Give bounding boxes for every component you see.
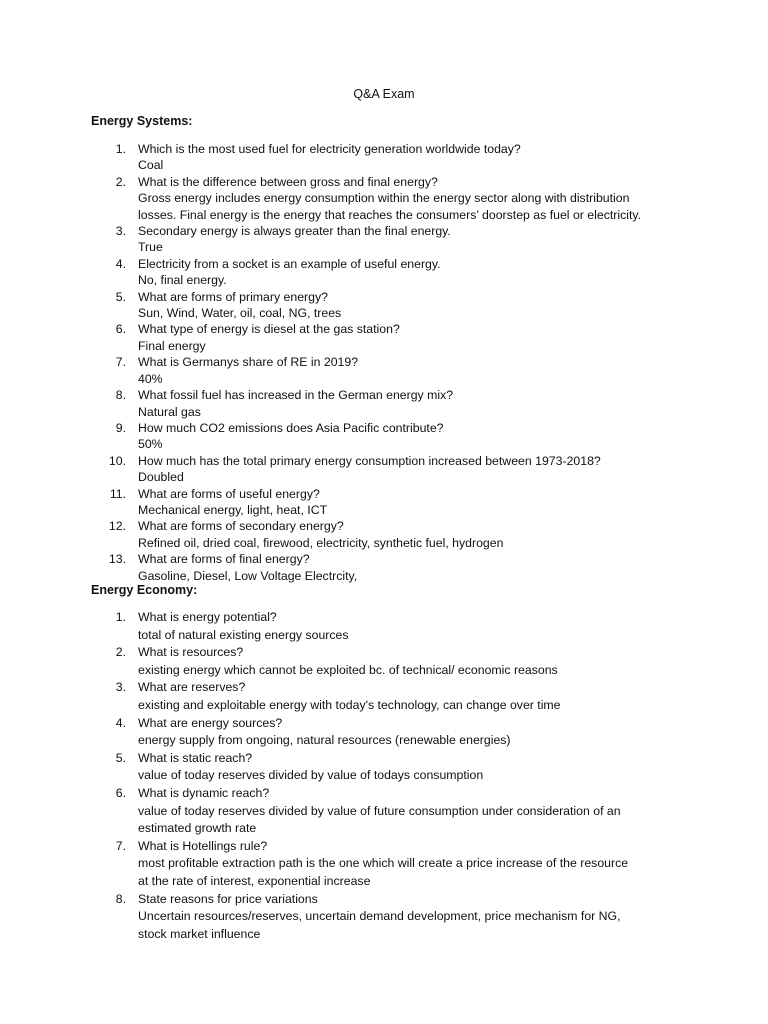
question-text: State reasons for price variations bbox=[138, 891, 318, 906]
question-text: What is Germanys share of RE in 2019? bbox=[138, 355, 359, 370]
answer-text: Sun, Wind, Water, oil, coal, NG, trees bbox=[138, 306, 342, 321]
answer-text: existing energy which cannot be exploited bc. of technical/ economic reasons bbox=[138, 662, 558, 677]
answer-text: value of today reserves divided by value of future consumption under consideration of an bbox=[138, 803, 621, 818]
question-text: What are energy sources? bbox=[138, 715, 283, 730]
question-text: What are forms of secondary energy? bbox=[138, 519, 344, 534]
answer-text: True bbox=[138, 240, 163, 255]
question-text: Electricity from a socket is an example of useful energy. bbox=[138, 256, 441, 271]
question-item bbox=[91, 420, 691, 453]
answer-text: value of today reserves divided by value of todays consumption bbox=[138, 768, 484, 783]
question-text: Secondary energy is always greater than the final energy. bbox=[138, 224, 451, 239]
answer-text: 40% bbox=[138, 371, 163, 386]
question-number: 13. bbox=[108, 552, 126, 567]
question-text: What are forms of useful energy? bbox=[138, 486, 320, 501]
answer-text: existing and exploitable energy with today's technology, can change over time bbox=[138, 697, 561, 712]
question-item bbox=[91, 354, 691, 387]
question-item bbox=[91, 453, 691, 486]
answer-text: at the rate of interest, exponential increase bbox=[138, 873, 371, 888]
question-number: 8. bbox=[115, 388, 126, 403]
question-item bbox=[91, 486, 691, 519]
question-text: How much CO2 emissions does Asia Pacific contribute? bbox=[138, 420, 444, 435]
question-item bbox=[91, 321, 691, 354]
question-text: What is resources? bbox=[138, 645, 244, 660]
answer-text: Refined oil, dried coal, firewood, electricity, synthetic fuel, hydrogen bbox=[138, 535, 504, 550]
answer-text: Gasoline, Diesel, Low Voltage Electrcity, bbox=[138, 568, 358, 583]
question-item bbox=[91, 289, 691, 322]
answer-text: No, final energy. bbox=[138, 273, 227, 288]
question-number: 12. bbox=[108, 519, 126, 534]
question-item bbox=[91, 387, 691, 420]
question-number: 9. bbox=[115, 420, 126, 435]
question-number: 4. bbox=[115, 256, 126, 271]
answer-text: Natural gas bbox=[138, 404, 201, 419]
question-number: 4. bbox=[115, 715, 126, 730]
answer-text: Uncertain resources/reserves, uncertain demand development, price mechanism for NG, bbox=[138, 909, 621, 924]
question-item bbox=[91, 256, 691, 289]
energy-systems-question-list bbox=[91, 141, 691, 584]
question-item bbox=[91, 715, 691, 750]
answer-text: Final energy bbox=[138, 338, 206, 353]
answer-text: energy supply from ongoing, natural resources (renewable energies) bbox=[138, 733, 511, 748]
question-text: How much has the total primary energy consumption increased between 1973-2018? bbox=[138, 453, 601, 468]
answer-text: stock market influence bbox=[138, 926, 261, 941]
question-item bbox=[91, 750, 691, 785]
question-item bbox=[91, 174, 691, 223]
question-item bbox=[91, 518, 691, 551]
question-number: 2. bbox=[115, 174, 126, 189]
section-heading-energy-economy: Energy Economy: bbox=[91, 583, 198, 597]
question-text: What are forms of primary energy? bbox=[138, 289, 328, 304]
answer-text: Coal bbox=[138, 158, 164, 173]
answer-text: total of natural existing energy sources bbox=[138, 627, 349, 642]
question-number: 5. bbox=[115, 750, 126, 765]
question-number: 7. bbox=[115, 838, 126, 853]
question-text: What are reserves? bbox=[138, 680, 246, 695]
question-number: 11. bbox=[109, 486, 126, 501]
question-number: 2. bbox=[115, 645, 126, 660]
question-number: 6. bbox=[115, 785, 126, 800]
question-item bbox=[91, 141, 691, 174]
question-number: 7. bbox=[115, 355, 126, 370]
question-number: 8. bbox=[115, 891, 126, 906]
question-item bbox=[91, 223, 691, 256]
question-text: What is dynamic reach? bbox=[138, 785, 270, 800]
question-item bbox=[91, 609, 691, 644]
question-number: 10. bbox=[108, 453, 126, 468]
question-number: 5. bbox=[115, 289, 126, 304]
answer-text: Doubled bbox=[138, 470, 184, 485]
question-number: 3. bbox=[115, 680, 126, 695]
answer-text: Mechanical energy, light, heat, ICT bbox=[138, 502, 328, 517]
question-item bbox=[91, 644, 691, 679]
question-text: What fossil fuel has increased in the German energy mix? bbox=[138, 388, 454, 403]
answer-text: estimated growth rate bbox=[138, 821, 257, 836]
question-text: What is energy potential? bbox=[138, 610, 277, 624]
question-item bbox=[91, 679, 691, 714]
question-number: 1. bbox=[115, 610, 126, 624]
question-number: 6. bbox=[115, 322, 126, 337]
question-number: 1. bbox=[115, 142, 126, 156]
section-heading-energy-systems: Energy Systems: bbox=[91, 114, 193, 128]
document-title: Q&A Exam bbox=[353, 87, 415, 101]
question-number: 3. bbox=[115, 224, 126, 239]
question-text: What is Hotellings rule? bbox=[138, 838, 268, 853]
answer-text: losses. Final energy is the energy that reaches the consumers’ doorstep as fuel or electricity. bbox=[138, 207, 642, 222]
answer-text: most profitable extraction path is the one which will create a price increase of the resource bbox=[138, 856, 629, 871]
question-text: What is static reach? bbox=[138, 750, 253, 765]
question-item bbox=[91, 551, 691, 584]
question-item bbox=[91, 891, 691, 944]
question-text: What is the difference between gross and final energy? bbox=[138, 174, 438, 189]
answer-text: Gross energy includes energy consumption within the energy sector along with distribution bbox=[138, 191, 630, 206]
question-text: Which is the most used fuel for electricity generation worldwide today? bbox=[138, 142, 521, 156]
question-item bbox=[91, 838, 691, 891]
energy-economy-question-list bbox=[91, 609, 691, 943]
answer-text: 50% bbox=[138, 437, 163, 452]
question-item bbox=[91, 785, 691, 838]
question-text: What type of energy is diesel at the gas station? bbox=[138, 322, 400, 337]
question-text: What are forms of final energy? bbox=[138, 552, 310, 567]
